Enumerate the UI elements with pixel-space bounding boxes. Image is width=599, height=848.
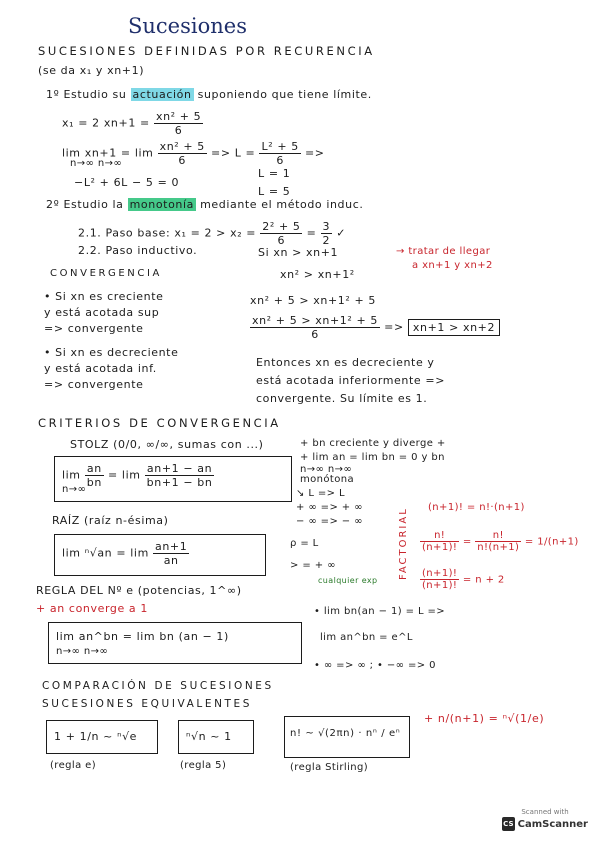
section-heading-comparacion: COMPARACIÓN DE SUCESIONES bbox=[42, 680, 274, 692]
convergence-b2-line1: • Si xn es decreciente bbox=[44, 346, 179, 359]
convergence-b1-line3: => convergente bbox=[44, 322, 144, 335]
stolz-note-4: monótona bbox=[300, 474, 355, 485]
limit-case-1: ↘ L => L bbox=[296, 488, 346, 499]
section-subheading-equivalentes: SUCESIONES EQUIVALENTES bbox=[42, 698, 253, 710]
convergence-b2-line3: => convergente bbox=[44, 378, 144, 391]
limit-case-2: + ∞ => + ∞ bbox=[296, 502, 363, 513]
conclusion-line2: está acotada inferiormente => bbox=[256, 374, 446, 387]
caption-1: (regla e) bbox=[50, 760, 97, 771]
inductive-result-box: xn+1 > xn+2 bbox=[408, 319, 500, 336]
section-heading-criterios: CRITERIOS DE CONVERGENCIA bbox=[38, 416, 281, 430]
stamp-brand: CamScanner bbox=[517, 818, 588, 830]
highlight-monotonia: monotonía bbox=[129, 198, 194, 211]
section-heading-convergencia: CONVERGENCIA bbox=[50, 268, 162, 279]
inductive-red-note-2: a xn+1 y xn+2 bbox=[412, 260, 493, 271]
page-title: Sucesiones bbox=[128, 14, 247, 38]
euler-note: cualquier exp bbox=[318, 576, 378, 585]
euler-formula: lim an^bn = lim bn (an − 1) bbox=[56, 630, 229, 643]
euler-rule-3: • ∞ => ∞ ; • −∞ => 0 bbox=[314, 660, 436, 671]
limit-line: lim xn+1 = lim $\frac{\text{xn² + 5}}{6}$ => L = $\frac{\text{L² + 5}}{6}$ => bbox=[62, 140, 325, 167]
caption-2: (regla 5) bbox=[180, 760, 227, 771]
equiv-2: ⁿ√n ~ 1 bbox=[186, 730, 232, 743]
equiv-red-note: + n/(n+1) = ⁿ√(1/e) bbox=[424, 712, 545, 725]
convergence-b1-line2: y está acotada sup bbox=[44, 306, 160, 319]
euler-condition: + an converge a 1 bbox=[36, 602, 148, 615]
stolz-formula: lim $\frac{an}{bn}$ = lim $\frac{an+1 - an}{bn+1 - bn}$ bbox=[62, 462, 213, 489]
stolz-note-3: n→∞ n→∞ bbox=[300, 464, 353, 475]
stamp-top-text: Scanned with bbox=[521, 808, 569, 816]
caption-3: (regla Stirling) bbox=[290, 762, 369, 773]
check-icon: ✓ bbox=[336, 226, 347, 240]
recurrence-subheading: (se da x₁ y xn+1) bbox=[38, 64, 145, 77]
raiz-formula: lim ⁿ√an = lim $\frac{an+1}{an}$ bbox=[62, 540, 188, 567]
raiz-note-1: ρ = L bbox=[290, 538, 319, 549]
euler-formula-box bbox=[48, 622, 302, 664]
raiz-label: RAÍZ (raíz n-ésima) bbox=[52, 514, 169, 527]
camscanner-logo-icon: CS bbox=[502, 817, 515, 831]
inductive-red-note-1: → tratar de llegar bbox=[396, 246, 491, 257]
convergence-b1-line1: • Si xn es creciente bbox=[44, 290, 164, 303]
stolz-note-2: + lim an = lim bn = 0 y bn bbox=[300, 452, 445, 463]
euler-rule-2: lim an^bn = e^L bbox=[320, 632, 413, 643]
raiz-note-2: > = + ∞ bbox=[290, 560, 336, 571]
inductive-square: xn² > xn+1² bbox=[280, 268, 355, 281]
base-step: 2.1. Paso base: x₁ = 2 > x₂ = $\frac{\text{2² + 5}}{6}$ = $\frac{3}{2}$ ✓ bbox=[78, 220, 347, 247]
conclusion-line1: Entonces xn es decreciente y bbox=[256, 356, 435, 369]
euler-sub: n→∞ n→∞ bbox=[56, 646, 109, 657]
factorial-eq-1: $\frac{n!}{(n+1)!}$ = $\frac{n!}{n!(n+1)}$ = 1/(n+1) bbox=[422, 530, 579, 553]
highlight-actuacion: actuación bbox=[132, 88, 192, 101]
root-1: L = 1 bbox=[258, 167, 291, 180]
conclusion-line3: convergente. Su límite es 1. bbox=[256, 392, 428, 405]
convergence-b2-line2: y está acotada inf. bbox=[44, 362, 157, 375]
step-1: 1º Estudio su actuación suponiendo que tiene límite. bbox=[46, 88, 372, 101]
inductive-fraction: $\frac{\text{xn² + 5 > xn+1² + 5}}{6}$ => xn+1 > xn+2 bbox=[250, 314, 500, 341]
euler-label: REGLA DEL Nº e (potencias, 1^∞) bbox=[36, 584, 242, 597]
factorial-top: (n+1)! = n!·(n+1) bbox=[428, 502, 525, 513]
stolz-sub: n→∞ bbox=[62, 484, 87, 495]
limit-subscript: n→∞ n→∞ bbox=[70, 158, 123, 169]
factorial-label: FACTORIAL bbox=[398, 507, 409, 580]
equiv-3: n! ~ √(2πn) · nⁿ / eⁿ bbox=[290, 728, 401, 739]
definition-line: x₁ = 2 xn+1 = $\frac{\text{xn² + 5}}{6}$ bbox=[62, 110, 202, 137]
stolz-label: STOLZ (0/0, ∞/∞, sumas con ...) bbox=[70, 438, 264, 451]
equiv-1: 1 + 1/n ~ ⁿ√e bbox=[54, 730, 138, 743]
inductive-step: 2.2. Paso inductivo. bbox=[78, 244, 198, 257]
euler-rule-1: • lim bn(an − 1) = L => bbox=[314, 606, 446, 617]
root-2: L = 5 bbox=[258, 185, 291, 198]
inductive-if: Si xn > xn+1 bbox=[258, 246, 339, 259]
camscanner-stamp bbox=[502, 808, 588, 840]
factorial-eq-2: $\frac{(n+1)!}{(n+1)!}$ = n + 2 bbox=[422, 568, 505, 591]
quadratic: −L² + 6L − 5 = 0 bbox=[74, 176, 180, 189]
section-heading-recurrence: SUCESIONES DEFINIDAS POR RECURENCIA bbox=[38, 44, 375, 58]
limit-case-3: − ∞ => − ∞ bbox=[296, 516, 363, 527]
stolz-note-1: + bn creciente y diverge + bbox=[300, 438, 446, 449]
step-2: 2º Estudio la monotonía mediante el método induc. bbox=[46, 198, 364, 211]
inductive-plus: xn² + 5 > xn+1² + 5 bbox=[250, 294, 377, 307]
